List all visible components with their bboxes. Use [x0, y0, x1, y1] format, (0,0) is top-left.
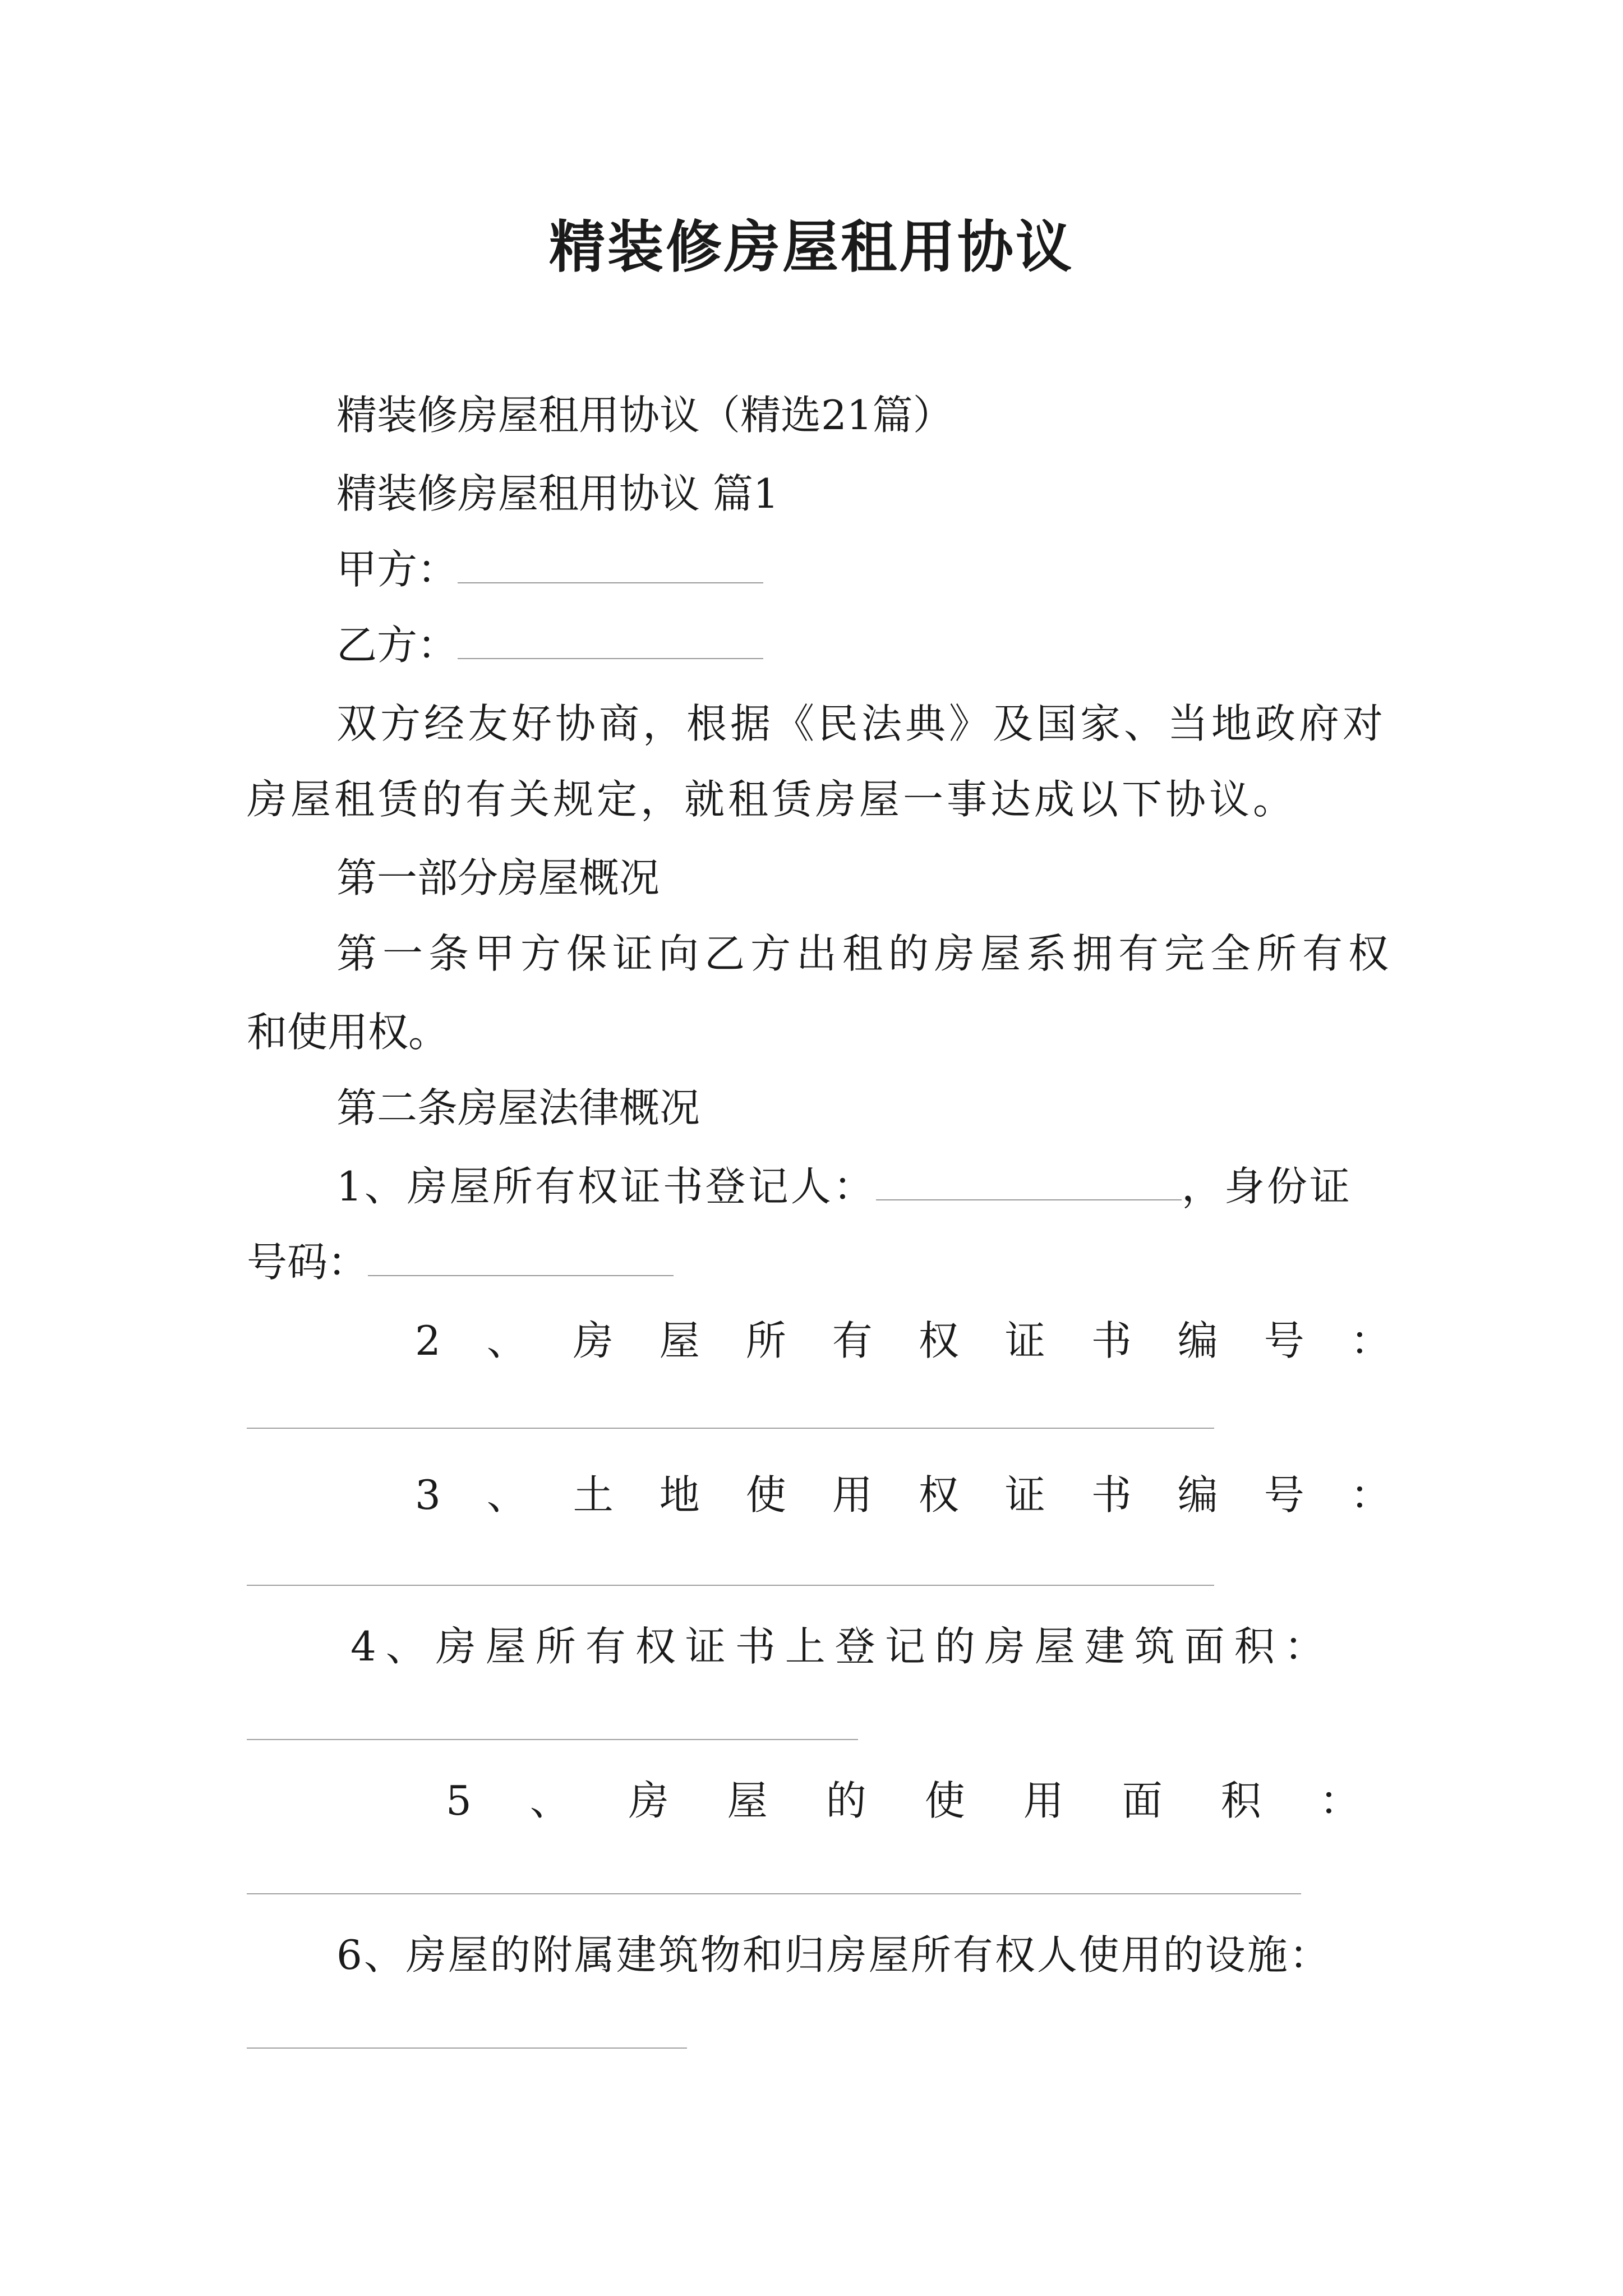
subtitle: 精装修房屋租用协议（精选21篇）	[336, 392, 953, 439]
item4-line: 4、房屋所有权证书上登记的房屋建筑面积：	[351, 1623, 1334, 1670]
item4-blank	[247, 1739, 858, 1740]
item5-line: 5、房屋的使用面积：	[446, 1777, 1418, 1824]
item1-blank	[876, 1160, 1182, 1200]
item2-blank	[247, 1428, 1214, 1429]
item1-id-blank	[368, 1236, 674, 1276]
party-b-line	[336, 617, 763, 673]
item2-line: 2、房屋所有权证书编号：	[415, 1317, 1437, 1364]
party-a-line	[336, 541, 763, 597]
party-b-blank	[458, 619, 763, 659]
part1-heading: 第一部分房屋概况	[336, 854, 660, 901]
document-title: 精装修房屋租用协议	[549, 214, 1074, 280]
item3-line: 3、土地使用权证书编号：	[415, 1471, 1437, 1519]
item6-blank	[247, 2047, 687, 2049]
article2-heading: 第二条房屋法律概况	[336, 1084, 700, 1131]
item3-blank	[247, 1585, 1214, 1586]
item5-blank	[247, 1893, 1301, 1894]
intro-line-2: 房屋租赁的有关规定，就租赁房屋一事达成以下协议。	[247, 776, 1297, 823]
item1-line	[336, 1158, 1352, 1214]
article1-line-1: 第一条甲方保证向乙方出租的房屋系拥有完全所有权	[336, 930, 1395, 977]
item1-label: 1、房屋所有权证书登记人：	[336, 1163, 876, 1210]
party-b-label: 乙方：	[336, 622, 458, 669]
intro-line-1: 双方经友好协商，根据《民法典》及国家、当地政府对	[336, 700, 1387, 747]
party-a-blank	[458, 543, 763, 583]
item1-line2-label: 号码：	[247, 1239, 368, 1286]
item6-line: 6、房屋的附属建筑物和归房屋所有权人使用的设施：	[336, 1931, 1331, 1978]
section-heading: 精装修房屋租用协议 篇1	[336, 470, 779, 517]
item1-line-2	[247, 1234, 674, 1290]
item1-suffix: ，身份证	[1181, 1163, 1352, 1210]
article1-line-2: 和使用权。	[247, 1009, 449, 1056]
party-a-label: 甲方：	[336, 546, 458, 593]
